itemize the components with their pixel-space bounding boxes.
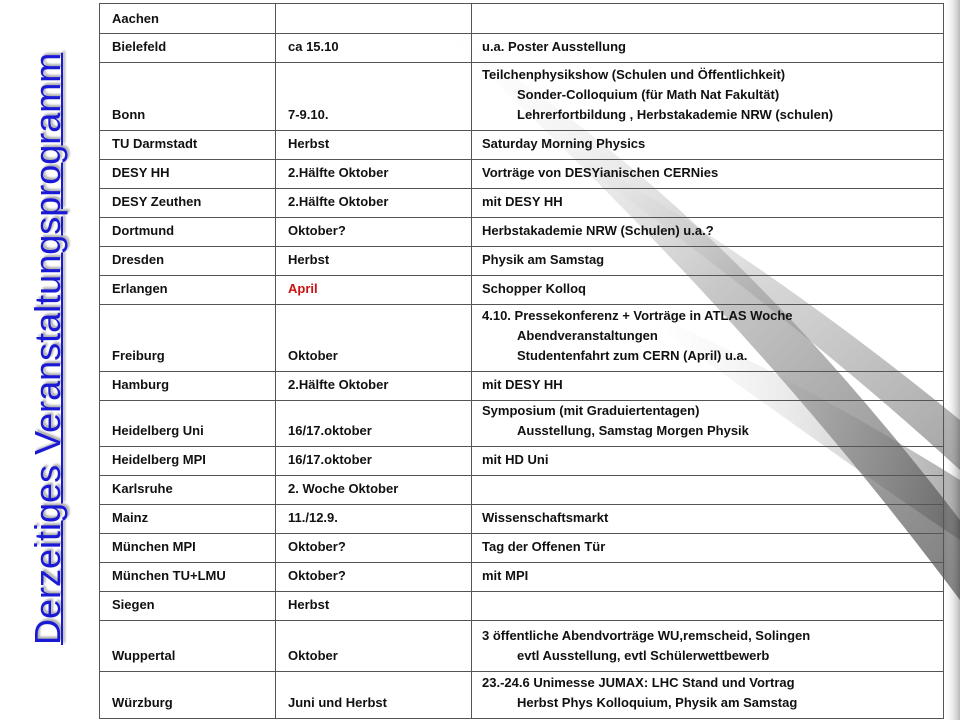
event-line: Herbst Phys Kolloquium, Physik am Samstag (517, 695, 798, 710)
date-cell: 2.Hälfte Oktober (276, 189, 472, 218)
events-cell (472, 218, 944, 247)
events-cell (472, 34, 944, 63)
date-cell: Oktober? (276, 563, 472, 592)
table-row (100, 372, 944, 401)
city-cell: Bonn (100, 63, 276, 131)
event-line: Lehrerfortbildung , Herbstakademie NRW (schulen) (517, 107, 834, 122)
event-line: u.a. Poster Ausstellung (482, 39, 626, 54)
city-cell: Dresden (100, 247, 276, 276)
events-cell (472, 505, 944, 534)
date-cell: 2.Hälfte Oktober (276, 372, 472, 401)
table-row (100, 4, 944, 34)
table-row (100, 160, 944, 189)
event-line: Vorträge von DESYianischen CERNies (482, 165, 719, 180)
date-cell: Oktober (276, 621, 472, 672)
table-row (100, 189, 944, 218)
date-cell: Oktober (276, 305, 472, 372)
events-cell (472, 672, 944, 719)
event-line: mit HD Uni (482, 452, 549, 467)
table-row (100, 131, 944, 160)
date-cell: Herbst (276, 592, 472, 621)
date-cell: 7-9.10. (276, 63, 472, 131)
events-cell (472, 4, 944, 34)
event-line: evtl Ausstellung, evtl Schülerwettbewerb (517, 648, 770, 663)
events-cell (472, 160, 944, 189)
event-line: Saturday Morning Physics (482, 136, 646, 151)
date-cell: Herbst (276, 131, 472, 160)
city-cell: Freiburg (100, 305, 276, 372)
events-cell (472, 401, 944, 447)
table-row (100, 505, 944, 534)
date-cell: Juni und Herbst (276, 672, 472, 719)
date-cell: 2.Hälfte Oktober (276, 160, 472, 189)
event-line: Schopper Kolloq (482, 281, 586, 296)
event-line: Studentenfahrt zum CERN (April) u.a. (517, 348, 748, 363)
table-row (100, 63, 944, 131)
events-cell (472, 621, 944, 672)
city-cell: Hamburg (100, 372, 276, 401)
city-cell: DESY HH (100, 160, 276, 189)
event-line: 4.10. Pressekonferenz + Vorträge in ATLAS Woche (482, 308, 793, 323)
events-cell (472, 592, 944, 621)
date-cell: ca 15.10 (276, 34, 472, 63)
table-row (100, 305, 944, 372)
date-cell: Oktober? (276, 218, 472, 247)
event-line: Physik am Samstag (482, 252, 605, 267)
events-cell (472, 476, 944, 505)
table-row (100, 672, 944, 719)
city-cell: Würzburg (100, 672, 276, 719)
table-row (100, 276, 944, 305)
events-cell (472, 247, 944, 276)
table-row (100, 247, 944, 276)
city-cell: Dortmund (100, 218, 276, 247)
table-row (100, 401, 944, 447)
date-cell: Oktober? (276, 534, 472, 563)
table-row (100, 34, 944, 63)
date-cell (276, 4, 472, 34)
date-cell: 16/17.oktober (276, 401, 472, 447)
table-row (100, 592, 944, 621)
events-cell (472, 63, 944, 131)
city-cell: Bielefeld (100, 34, 276, 63)
event-line: mit MPI (482, 568, 529, 583)
slide-title: Derzeitiges Veranstaltungsprogramm (27, 52, 68, 645)
events-cell (472, 189, 944, 218)
event-line: 3 öffentliche Abendvorträge WU,remscheid, Solingen (482, 628, 811, 643)
event-line: Teilchenphysikshow (Schulen und Öffentlichkeit) (482, 67, 786, 82)
events-cell (472, 131, 944, 160)
city-cell: TU Darmstadt (100, 131, 276, 160)
event-line: Wissenschaftsmarkt (482, 510, 609, 525)
table-row (100, 621, 944, 672)
events-cell (472, 305, 944, 372)
event-line: Abendveranstaltungen (517, 328, 658, 343)
table-row (100, 534, 944, 563)
date-cell: 16/17.oktober (276, 447, 472, 476)
event-line: mit DESY HH (482, 377, 563, 392)
table-row (100, 218, 944, 247)
date-cell: 11./12.9. (276, 505, 472, 534)
city-cell: München MPI (100, 534, 276, 563)
city-cell: DESY Zeuthen (100, 189, 276, 218)
city-cell: Heidelberg MPI (100, 447, 276, 476)
event-line: Herbstakademie NRW (Schulen) u.a.? (482, 223, 714, 238)
city-cell: Siegen (100, 592, 276, 621)
event-schedule-table (99, 3, 944, 719)
table-row (100, 563, 944, 592)
city-cell: München TU+LMU (100, 563, 276, 592)
city-cell: Erlangen (100, 276, 276, 305)
events-cell (472, 372, 944, 401)
city-cell: Aachen (100, 4, 276, 34)
event-line: Tag der Offenen Tür (482, 539, 606, 554)
events-cell (472, 563, 944, 592)
event-line: mit DESY HH (482, 194, 563, 209)
city-cell: Wuppertal (100, 621, 276, 672)
events-cell (472, 276, 944, 305)
event-line: Sonder-Colloquium (für Math Nat Fakultät) (517, 87, 780, 102)
date-cell: 2. Woche Oktober (276, 476, 472, 505)
table-row (100, 476, 944, 505)
city-cell: Mainz (100, 505, 276, 534)
table-row (100, 447, 944, 476)
city-cell: Karlsruhe (100, 476, 276, 505)
event-line: Ausstellung, Samstag Morgen Physik (517, 423, 749, 438)
event-line: 23.-24.6 Unimesse JUMAX: LHC Stand und Vortrag (482, 675, 795, 690)
event-line: Symposium (mit Graduiertentagen) (482, 403, 700, 418)
date-cell: Herbst (276, 247, 472, 276)
city-cell: Heidelberg Uni (100, 401, 276, 447)
events-cell (472, 534, 944, 563)
date-cell: April (276, 276, 472, 305)
events-cell (472, 447, 944, 476)
